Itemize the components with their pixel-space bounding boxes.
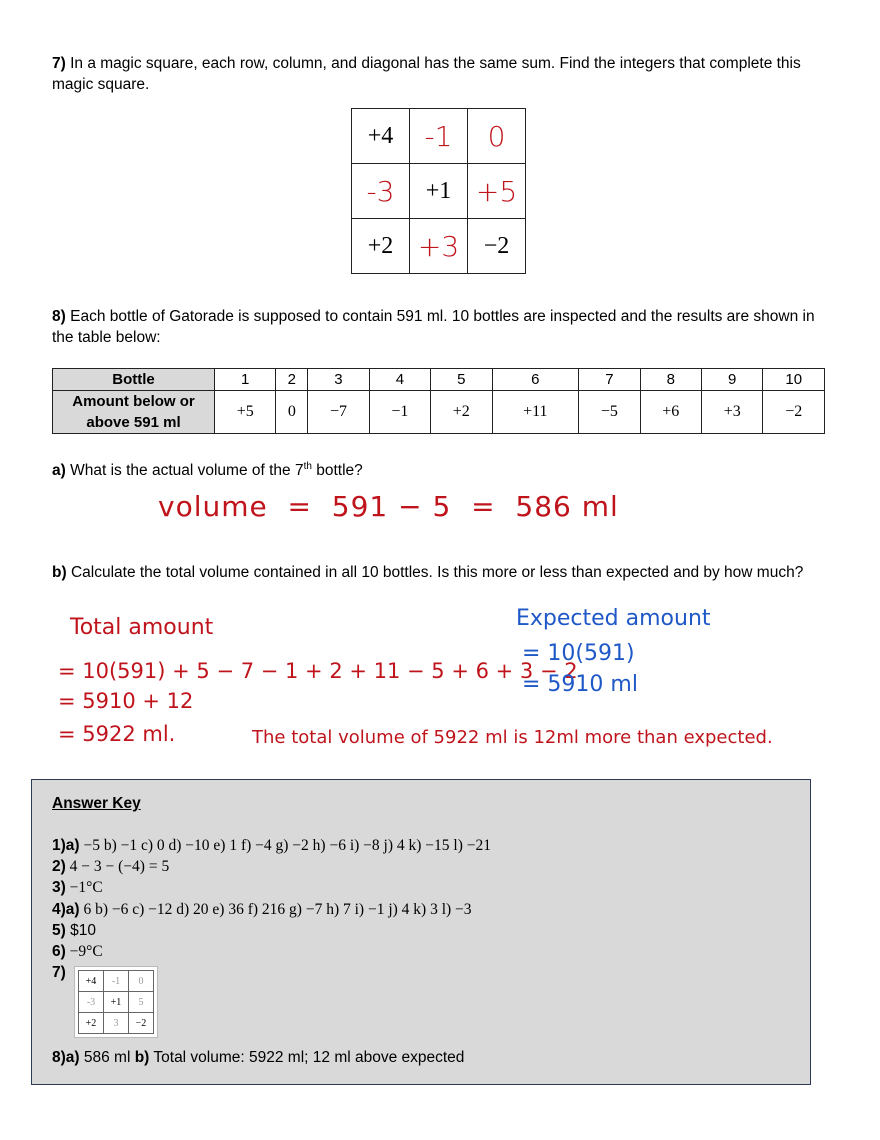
answer-line (52, 942, 103, 962)
mini-cell: 5 (129, 992, 154, 1013)
bottle-table (52, 368, 825, 434)
answer-label: 2) (52, 858, 66, 875)
answer-label: 6) (52, 943, 66, 960)
answer-text: −5 b) −1 c) 0 d) −10 e) 1 f) −4 g) −2 h) −6 i) −8 j) 4 k) −15 l) −21 (79, 837, 491, 854)
answer-text: −9°C (65, 943, 103, 960)
table-header-bottle: Bottle (53, 369, 215, 391)
superscript: th (303, 461, 312, 472)
table-cell-amount: +6 (640, 391, 701, 434)
answer-label: 5) (52, 922, 66, 939)
handwritten-conclusion: The total volume of 5922 ml is 12ml more than expected. (252, 727, 773, 748)
question-number: 8) (52, 308, 66, 325)
table-cell-amount: −7 (308, 391, 369, 434)
mini-cell: -1 (104, 971, 129, 992)
answer-line (52, 857, 169, 877)
mini-cell: 3 (104, 1013, 129, 1034)
answer-text: 586 ml (79, 1049, 135, 1066)
magic-cell: +2 (352, 219, 410, 274)
answer-label: 1)a) (52, 837, 80, 854)
handwritten-work-title: Total amount (70, 615, 214, 640)
table-cell-bottle: 5 (431, 369, 492, 391)
question-part-label: a) (52, 462, 66, 480)
question-text: Each bottle of Gatorade is supposed to contain 591 ml. 10 bottles are inspected and the results are shown in the table below: (52, 308, 815, 346)
table-cell-amount: +11 (492, 391, 579, 434)
table-header-amount-line1: Amount below or (72, 393, 195, 410)
table-cell-amount: +2 (431, 391, 492, 434)
table-cell-bottle: 8 (640, 369, 701, 391)
magic-cell-answer: +3 (410, 219, 468, 274)
table-cell-amount: 0 (276, 391, 308, 434)
question-8 (52, 306, 832, 348)
question-8a (52, 456, 363, 481)
handwritten-expected-line: = 5910 ml (522, 672, 638, 697)
handwritten-work-line: = 5922 ml. (58, 722, 176, 746)
handwritten-work-line: = 10(591) + 5 − 7 − 1 + 2 + 11 − 5 + 6 + 3 − 2 (58, 659, 578, 683)
answer-label: 4)a) (52, 901, 80, 918)
answer-key-title: Answer Key (52, 795, 141, 812)
mini-grid (78, 970, 154, 1034)
mini-cell: −2 (129, 1013, 154, 1034)
answer-label: 7) (52, 964, 66, 981)
question-text: In a magic square, each row, column, and diagonal has the same sum. Find the integers that complete this magic square. (52, 55, 801, 93)
magic-cell-answer: -1 (410, 109, 468, 164)
mini-cell: 0 (129, 971, 154, 992)
table-cell-bottle: 1 (215, 369, 276, 391)
question-8b (52, 562, 832, 583)
answer-line (52, 836, 491, 856)
table-cell-bottle: 9 (702, 369, 763, 391)
question-number: 7) (52, 55, 66, 72)
magic-cell-answer: 0 (468, 109, 526, 164)
table-cell-bottle: 3 (308, 369, 369, 391)
table-cell-amount: −2 (763, 391, 825, 434)
mini-cell: -3 (79, 992, 104, 1013)
handwritten-expected-line: = 10(591) (522, 641, 635, 666)
magic-cell-answer: -3 (352, 164, 410, 219)
answer-key-magic-square (74, 966, 158, 1038)
magic-cell: −2 (468, 219, 526, 274)
table-cell-bottle: 2 (276, 369, 308, 391)
magic-square (351, 108, 526, 274)
table-cell-amount: −5 (579, 391, 640, 434)
answer-line (52, 963, 66, 983)
answer-label: 8)a) (52, 1049, 80, 1066)
magic-cell-answer: +5 (468, 164, 526, 219)
answer-text: −1°C (65, 879, 103, 896)
answer-text: $10 (65, 922, 96, 939)
answer-text: Total volume: 5922 ml; 12 ml above expected (149, 1049, 465, 1066)
answer-label: 3) (52, 879, 66, 896)
magic-cell: +1 (410, 164, 468, 219)
answer-text: 4 − 3 − (−4) = 5 (65, 858, 170, 875)
table-cell-amount: −1 (369, 391, 430, 434)
answer-line (52, 878, 103, 898)
question-text: What is the actual volume of the 7 (70, 462, 304, 480)
table-cell-amount: +5 (215, 391, 276, 434)
question-7 (52, 53, 832, 95)
question-text: Calculate the total volume contained in all 10 bottles. Is this more or less than expected and by how much? (70, 564, 804, 581)
answer-line (52, 921, 96, 941)
answer-line (52, 900, 472, 920)
table-header-amount-line2: above 591 ml (86, 414, 181, 431)
question-text-end: bottle? (311, 462, 363, 480)
table-header-amount (53, 391, 215, 434)
mini-cell: +2 (79, 1013, 104, 1034)
mini-cell: +1 (104, 992, 129, 1013)
table-cell-bottle: 4 (369, 369, 430, 391)
answer-line (52, 1048, 464, 1068)
answer-text: 6 b) −6 c) −12 d) 20 e) 36 f) 216 g) −7 h) 7 i) −1 j) 4 k) 3 l) −3 (79, 901, 472, 918)
answer-label: b) (134, 1049, 150, 1066)
question-part-label: b) (52, 564, 67, 581)
handwritten-work-line: = 5910 + 12 (58, 689, 194, 713)
table-cell-amount: +3 (702, 391, 763, 434)
table-cell-bottle: 6 (492, 369, 579, 391)
magic-cell: +4 (352, 109, 410, 164)
handwritten-expected-title: Expected amount (516, 606, 711, 631)
table-cell-bottle: 10 (763, 369, 825, 391)
handwritten-answer-8a: volume = 591 − 5 = 586 ml (158, 490, 619, 523)
mini-cell: +4 (79, 971, 104, 992)
answer-key-box (31, 779, 811, 1085)
table-cell-bottle: 7 (579, 369, 640, 391)
